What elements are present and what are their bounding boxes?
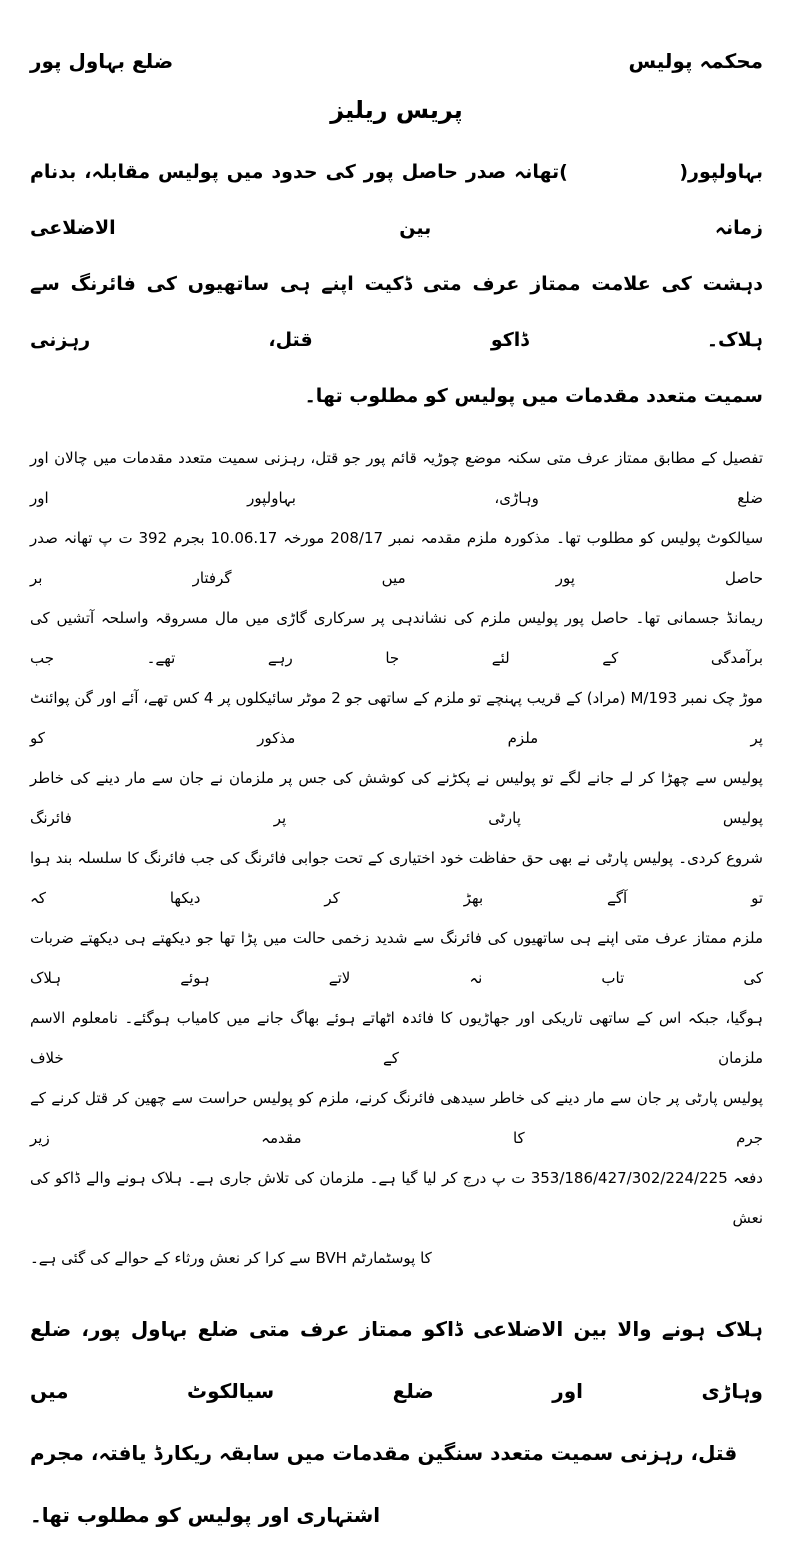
- body-line: ہوگیا، جبکہ اس کے ساتھی تاریکی اور جھاڑیوں کا فائدہ اٹھاتے ہوئے بھاگ جانے میں کامیاب ہوگئے۔ نامعلوم الاسم ملزمان کے خلاف: [30, 1009, 763, 1067]
- lead-line: بہاولپور( )تھانہ صدر حاصل پور کی حدود میں پولیس مقابلہ، بدنام زمانہ بین الاضلاعی: [30, 161, 763, 239]
- closing-line: ہلاک ہونے والا بین الاضلاعی ڈاکو ممتاز عرف متی ضلع بہاول پور، ضلع وہاڑی اور ضلع سیالکوٹ میں: [30, 1317, 763, 1403]
- document-header: [30, 44, 763, 78]
- body-line: سیالکوٹ پولیس کو مطلوب تھا۔ مذکورہ ملزم مقدمہ نمبر 208/17 مورخہ 10.06.17 بجرم 392 ت پ تھانہ صدر حاصل پور میں گرفتار بر: [30, 529, 764, 587]
- lead-line: دہشت کی علامت ممتاز عرف متی ڈکیت اپنے ہی ساتھیوں کی فائرنگ سے ہلاک۔ ڈاکو قتل، رہزنی: [30, 273, 763, 351]
- body-line: پولیس سے چھڑا کر لے جانے لگے تو پولیس نے پکڑنے کی کوشش کی جس پر ملزمان نے جان سے مار دینے کی خاطر پولیس پارٹی پر فائرنگ: [30, 769, 763, 827]
- closing-paragraph: [30, 1298, 763, 1546]
- body-line: ریمانڈ جسمانی تھا۔ حاصل پور پولیس ملزم کی نشاندہی پر سرکاری گاڑی میں مال مسروقہ واسلحہ آتشیں کی برآمدگی کے لئے جا رہے تھے۔ جب: [30, 609, 763, 667]
- body-line: پولیس پارٹی پر جان سے مار دینے کی خاطر سیدھی فائرنگ کرنے، ملزم کو پولیس حراست سے چھین کر قتل کرنے کے جرم کا مقدمہ زیر: [30, 1089, 763, 1147]
- lead-paragraph: [30, 144, 763, 424]
- body-line: شروع کردی۔ پولیس پارٹی نے بھی حق حفاظت خود اختیاری کے تحت جوابی فائرنگ کی جب فائرنگ کا سلسلہ بند ہوا تو آگے بھڑ کر دیکھا کہ: [30, 849, 763, 907]
- page-title: پریس ریلیز: [330, 96, 463, 124]
- lead-line: سمیت متعدد مقدمات میں پولیس کو مطلوب تھا۔: [304, 385, 763, 407]
- closing-line: قتل، رہزنی سمیت متعدد سنگین مقدمات میں سابقہ ریکارڈ یافتہ، مجرم اشتہاری اور پولیس کو مطلوب تھا۔: [30, 1441, 738, 1527]
- district-label: ضلع بہاول پور: [30, 49, 174, 73]
- body-line: دفعہ 353/186/427/302/224/225 ت پ درج کر لیا گیا ہے۔ ملزمان کی تلاش جاری ہے۔ ہلاک ہونے والے ڈاکو کی نعش: [30, 1169, 763, 1227]
- body-line: کا پوسٹمارٹم BVH سے کرا کر نعش ورثاء کے حوالے کی گئی ہے۔: [30, 1249, 432, 1267]
- body-paragraph: [30, 438, 763, 1278]
- body-line: ملزم ممتاز عرف متی اپنے ہی ساتھیوں کی فائرنگ سے شدید زخمی حالت میں پڑا تھا جو دیکھتے ہی دیکھتے ضربات کی تاب نہ لاتے ہوئے ہلاک: [30, 929, 763, 987]
- department-label: محکمہ پولیس: [628, 49, 763, 73]
- body-line: تفصیل کے مطابق ممتاز عرف متی سکنہ موضع چوڑیہ قائم پور جو قتل، رہزنی سمیت متعدد مقدمات میں چالان اور ضلع وہاڑی، بہاولپور اور: [30, 449, 763, 507]
- body-line: موڑ چک نمبر 193/M (مراد) کے قریب پہنچے تو ملزم کے ساتھی جو 2 موٹر سائیکلوں پر 4 کس تھے، آئے اور گن پوائنٹ پر ملزم مذکور کو: [30, 689, 763, 747]
